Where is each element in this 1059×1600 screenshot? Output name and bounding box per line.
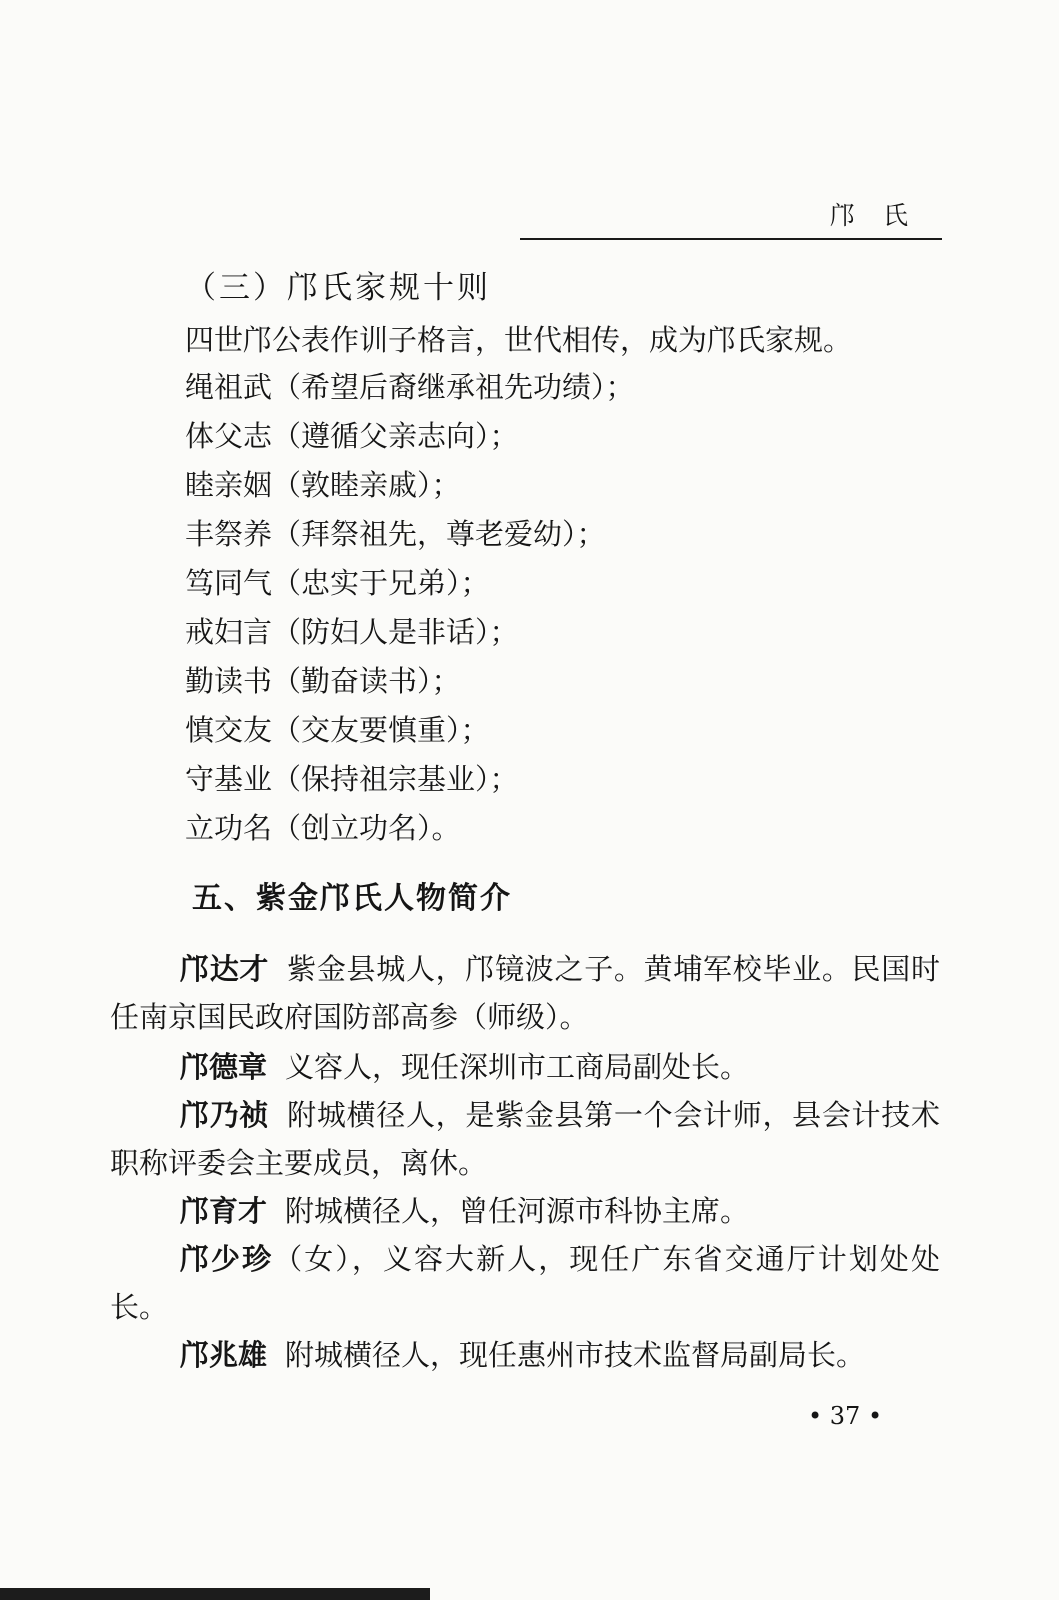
chapter-title: 五、紫金邝氏人物简介 [192, 881, 512, 916]
intro-paragraph: 四世邝公表作训子格言，世代相传，成为邝氏家规。 [185, 323, 853, 357]
person-entry [110, 1235, 940, 1331]
section-title: （三）邝氏家规十则 [185, 270, 491, 306]
person-name: 邝德章 [180, 1050, 268, 1084]
rule-item: 丰祭养（拜祭祖先，尊老爱幼）； [185, 517, 606, 551]
rule-item: 笃同气（忠实于兄弟）； [185, 566, 490, 600]
person-entry [110, 945, 940, 1041]
person-entry [110, 1187, 940, 1235]
person-entry [110, 1331, 940, 1379]
person-name: 邝乃祯 [180, 1098, 270, 1132]
person-name: 邝育才 [180, 1194, 268, 1228]
person-name: 邝兆雄 [180, 1338, 268, 1372]
person-description: 附城横径人，是紫金县第一个会计师，县会计技术职称评委会主要成员，离休。 [110, 1098, 940, 1180]
rule-item: 绳祖武（希望后裔继承祖先功绩）； [185, 370, 635, 404]
header-rule [520, 238, 942, 240]
person-entry [110, 1091, 940, 1187]
person-description: 义容人，现任深圳市工商局副处长。 [285, 1050, 750, 1084]
person-description: 附城横径人，现任惠州市技术监督局副局长。 [285, 1338, 866, 1372]
person-entry [110, 1043, 940, 1091]
rule-item: 体父志（遵循父亲志向）； [185, 419, 519, 453]
rule-item: 勤读书（勤奋读书）； [185, 664, 461, 698]
rule-item: 睦亲姻（敦睦亲戚）； [185, 468, 461, 502]
person-description: 紫金县城人，邝镜波之子。黄埔军校毕业。民国时任南京国民政府国防部高参（师级）。 [110, 952, 940, 1034]
running-header: 邝氏 [830, 201, 937, 230]
page-number: • 37 • [808, 1402, 883, 1430]
rule-item: 慎交友（交友要慎重）； [185, 713, 490, 747]
person-description: （女），义容大新人，现任广东省交通厅计划处处长。 [110, 1242, 940, 1324]
person-name: 邝达才 [180, 952, 270, 986]
person-description: 附城横径人，曾任河源市科协主席。 [285, 1194, 750, 1228]
person-name: 邝少珍 [180, 1242, 274, 1276]
rule-item: 立功名（创立功名）。 [185, 811, 461, 845]
scan-edge-shadow [0, 1588, 430, 1600]
rule-item: 守基业（保持祖宗基业）； [185, 762, 519, 796]
rule-item: 戒妇言（防妇人是非话）； [185, 615, 519, 649]
